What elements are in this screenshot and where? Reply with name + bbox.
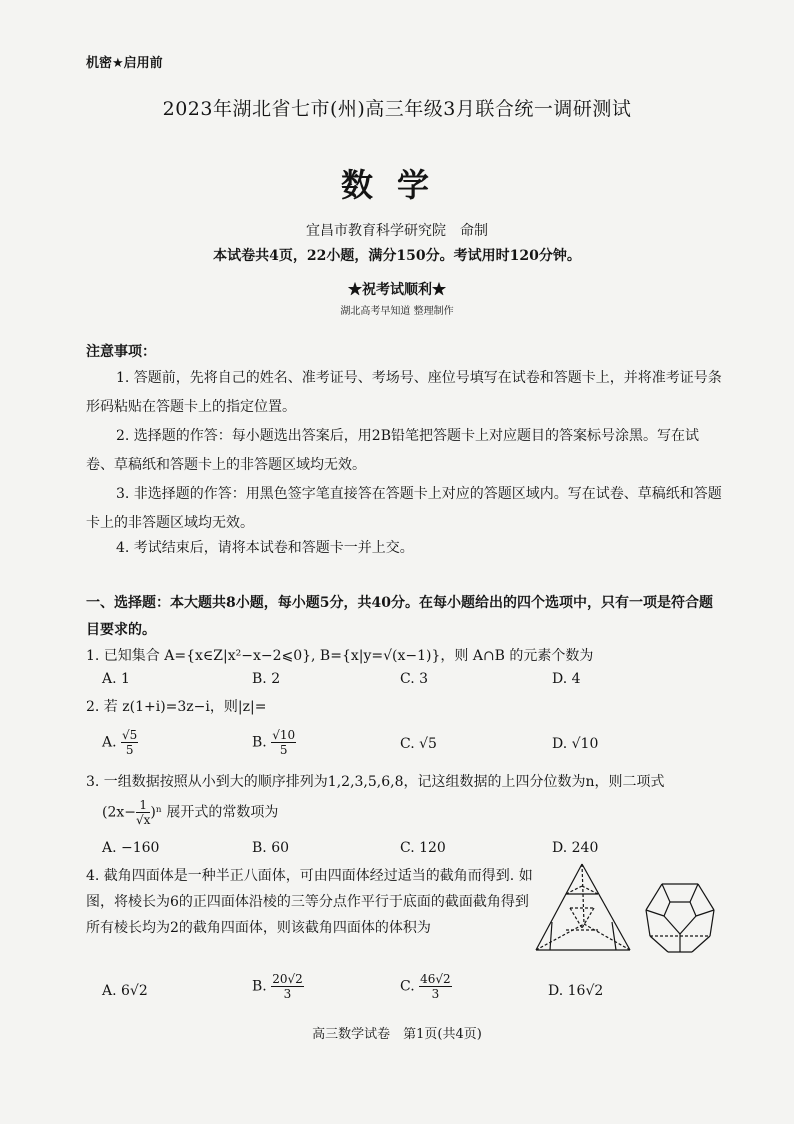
q2-option-c: C. √5	[400, 736, 437, 752]
q4-option-b-fraction	[271, 972, 304, 1001]
note-item: 2. 选择题的作答：每小题选出答案后，用2B铅笔把答题卡上对应题目的答案标号涂黑。写在试卷、草稿纸和答题卡上的非答题区域均无效。	[86, 428, 700, 473]
numerator: 1	[136, 798, 150, 813]
q2-option-a	[102, 728, 138, 757]
q3-option-c: C. 120	[400, 840, 446, 856]
q3-option-a: A. −160	[102, 840, 160, 856]
q4-option-d: D. 16√2	[548, 983, 604, 999]
q3-option-d: D. 240	[552, 840, 599, 856]
binomial-open: (2x−	[102, 804, 136, 821]
q2-option-d: D. √10	[552, 736, 599, 752]
q4-option-c-label: C.	[400, 978, 415, 995]
numerator: 46√2	[420, 972, 451, 986]
numerator: 20√2	[272, 972, 303, 986]
denominator: 3	[283, 987, 292, 1001]
q3-option-b: B. 60	[252, 840, 290, 856]
section-heading: 一、选择题：本大题共8小题，每小题5分，共40分。在每小题给出的四个选项中，只有一项是符合题目要求的。	[86, 595, 713, 638]
q1-option-b: B. 2	[252, 671, 281, 687]
q2-option-a-label: A.	[102, 734, 117, 751]
exam-info: 本试卷共4页，22小题，满分150分。考试用时120分钟。	[213, 248, 581, 264]
q4-option-b	[252, 972, 304, 1001]
q2-option-b	[252, 728, 296, 757]
note-item: 1. 答题前，先将自己的姓名、准考证号、考场号、座位号填写在试卷和答题卡上，并将准考证号条形码粘贴在答题卡上的指定位置。	[86, 370, 722, 415]
q4-option-c-fraction	[419, 972, 452, 1001]
question-3-binomial	[102, 798, 278, 827]
denominator: 3	[431, 987, 440, 1001]
question-4-stem: 4. 截角四面体是一种半正八面体，可由四面体经过适当的截角而得到. 如图，将棱长为6的正四面体沿棱的三等分点作平行于底面的截面截角得到所有棱长均为2的截角四面体，则该截角四面体的体积为	[86, 868, 533, 936]
q1-option-d: D. 4	[552, 671, 581, 687]
numerator: √5	[122, 728, 138, 742]
publisher-line: 宜昌市教育科学研究院 命制	[306, 223, 488, 239]
exam-title: 2023年湖北省七市(州)高三年级3月联合统一调研测试	[162, 98, 632, 120]
subject-title: 数学	[340, 166, 453, 204]
page-footer: 高三数学试卷 第1页(共4页)	[312, 1027, 482, 1042]
denominator: 5	[125, 743, 134, 757]
q1-option-a: A. 1	[102, 671, 130, 687]
q1-option-c: C. 3	[400, 671, 429, 687]
q4-option-c	[400, 972, 452, 1001]
question-3-stem: 3. 一组数据按照从小到大的顺序排列为1,2,3,5,6,8，记这组数据的上四分位数为n，则二项式	[86, 774, 665, 790]
denominator: 5	[279, 743, 288, 757]
numerator: √10	[272, 728, 296, 742]
binomial-close: )ⁿ 展开式的常数项为	[150, 804, 279, 821]
question-1-stem: 1. 已知集合 A={x∈Z|x²−x−2⩽0}, B={x|y=√(x−1)}，则 A∩B 的元素个数为	[86, 648, 594, 664]
q2-option-b-fraction	[271, 728, 296, 757]
good-luck-line: ★祝考试顺利★	[348, 282, 446, 298]
question-2-stem: 2. 若 z(1+i)=3z−i，则|z|=	[86, 699, 267, 715]
denominator: √x	[136, 813, 151, 827]
confidential-label: 机密★启用前	[86, 56, 163, 71]
notes-heading: 注意事项：	[86, 344, 156, 360]
q4-option-a: A. 6√2	[102, 983, 148, 999]
credit-line: 湖北高考早知道 整理制作	[340, 306, 454, 317]
q4-option-b-label: B.	[252, 978, 267, 995]
tetrahedron-cut-figure	[532, 858, 636, 954]
binomial-fraction	[136, 798, 150, 827]
q2-option-a-fraction	[121, 728, 138, 757]
note-item: 3. 非选择题的作答：用黑色签字笔直接答在答题卡上对应的答题区域内。写在试卷、草稿纸和答题卡上的非答题区域均无效。	[86, 486, 722, 531]
q2-option-b-label: B.	[252, 734, 267, 751]
truncated-tetrahedron-figure	[640, 876, 720, 956]
note-item: 4. 考试结束后，请将本试卷和答题卡一并上交。	[116, 540, 414, 556]
